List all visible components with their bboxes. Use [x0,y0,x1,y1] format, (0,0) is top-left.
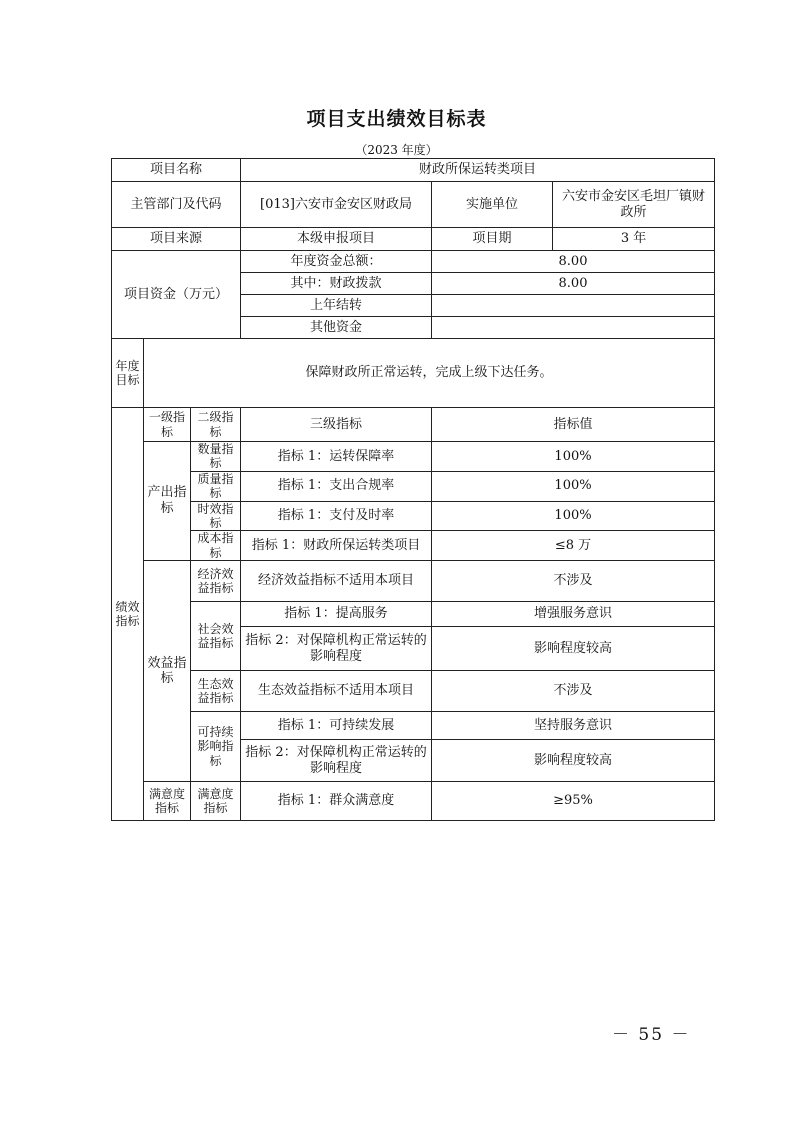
table-row [112,561,715,602]
l3-cell: 指标 1：支付及时率 [241,501,432,531]
value-cell: ≥95% [432,782,715,821]
l2-cell: 经济效益指标 [191,561,241,602]
table-row [112,531,715,561]
l3-cell: 指标 1：运转保障率 [241,442,432,472]
source-value: 本级申报项目 [241,228,432,251]
value-cell: ≤8 万 [432,531,715,561]
l1-cell: 满意度指标 [144,782,191,821]
table-row [112,182,715,228]
impl-unit-value: 六安市金安区毛坦厂镇财政所 [553,182,715,228]
header-level2: 二级指标 [191,408,241,442]
output-label: 产出指标 [144,442,191,561]
funds-row-value [432,295,715,317]
funds-row-value: 8.00 [432,251,715,273]
funds-row-label: 其他资金 [241,317,432,339]
dept-value: [013]六安市金安区财政局 [241,182,432,228]
value-cell: 影响程度较高 [432,740,715,782]
l3-cell: 指标 1：可持续发展 [241,712,432,740]
benefit-label: 效益指标 [144,561,191,782]
table-row [112,501,715,531]
l2-cell: 数量指标 [191,442,241,472]
l2-cell: 生态效益指标 [191,671,241,712]
funds-row-value: 8.00 [432,273,715,295]
table-row [112,228,715,251]
value-cell: 100% [432,471,715,501]
performance-label: 绩效指标 [112,408,144,821]
l3-cell: 指标 2：对保障机构正常运转的影响程度 [241,740,432,782]
project-name-value: 财政所保运转类项目 [241,159,715,182]
l3-cell: 指标 1：支出合规率 [241,471,432,501]
funds-row-value [432,317,715,339]
l2-cell: 可持续影响指标 [191,712,241,782]
performance-goal-table [111,158,715,821]
value-cell: 不涉及 [432,671,715,712]
header-level3: 三级指标 [241,408,432,442]
l2-cell: 满意度指标 [191,782,241,821]
l3-cell: 生态效益指标不适用本项目 [241,671,432,712]
value-cell: 增强服务意识 [432,602,715,627]
l3-cell: 指标 1：提高服务 [241,602,432,627]
table-row [112,339,715,408]
header-value: 指标值 [432,408,715,442]
funds-row-label: 其中：财政拨款 [241,273,432,295]
period-label: 项目期 [432,228,553,251]
header-level1: 一级指标 [144,408,191,442]
funds-row-label: 年度资金总额： [241,251,432,273]
annual-goal-label: 年度目标 [112,339,144,408]
year-subtitle: （2023 年度） [355,143,438,157]
value-cell: 坚持服务意识 [432,712,715,740]
table-row [112,159,715,182]
l3-cell: 指标 2：对保障机构正常运转的影响程度 [241,627,432,671]
table-row [112,712,715,740]
l2-cell: 社会效益指标 [191,602,241,671]
value-cell: 影响程度较高 [432,627,715,671]
dept-label: 主管部门及代码 [112,182,241,228]
table-row [112,251,715,273]
l3-cell: 指标 1：财政所保运转类项目 [241,531,432,561]
value-cell: 不涉及 [432,561,715,602]
table-row [112,442,715,472]
period-value: 3 年 [553,228,715,251]
table-row [112,408,715,442]
annual-goal-text: 保障财政所正常运转，完成上级下达任务。 [144,339,715,408]
table-row [112,671,715,712]
project-name-label: 项目名称 [112,159,241,182]
value-cell: 100% [432,442,715,472]
funds-label: 项目资金（万元） [112,251,241,339]
table-row [112,782,715,821]
l3-cell: 指标 1：群众满意度 [241,782,432,821]
table-row [112,471,715,501]
l2-cell: 时效指标 [191,501,241,531]
funds-row-label: 上年结转 [241,295,432,317]
page-title: 项目支出绩效目标表 [306,108,487,130]
value-cell: 100% [432,501,715,531]
l2-cell: 成本指标 [191,531,241,561]
source-label: 项目来源 [112,228,241,251]
l3-cell: 经济效益指标不适用本项目 [241,561,432,602]
table-row [112,602,715,627]
page-number: － 55 － [612,1025,691,1045]
impl-unit-label: 实施单位 [432,182,553,228]
l2-cell: 质量指标 [191,471,241,501]
